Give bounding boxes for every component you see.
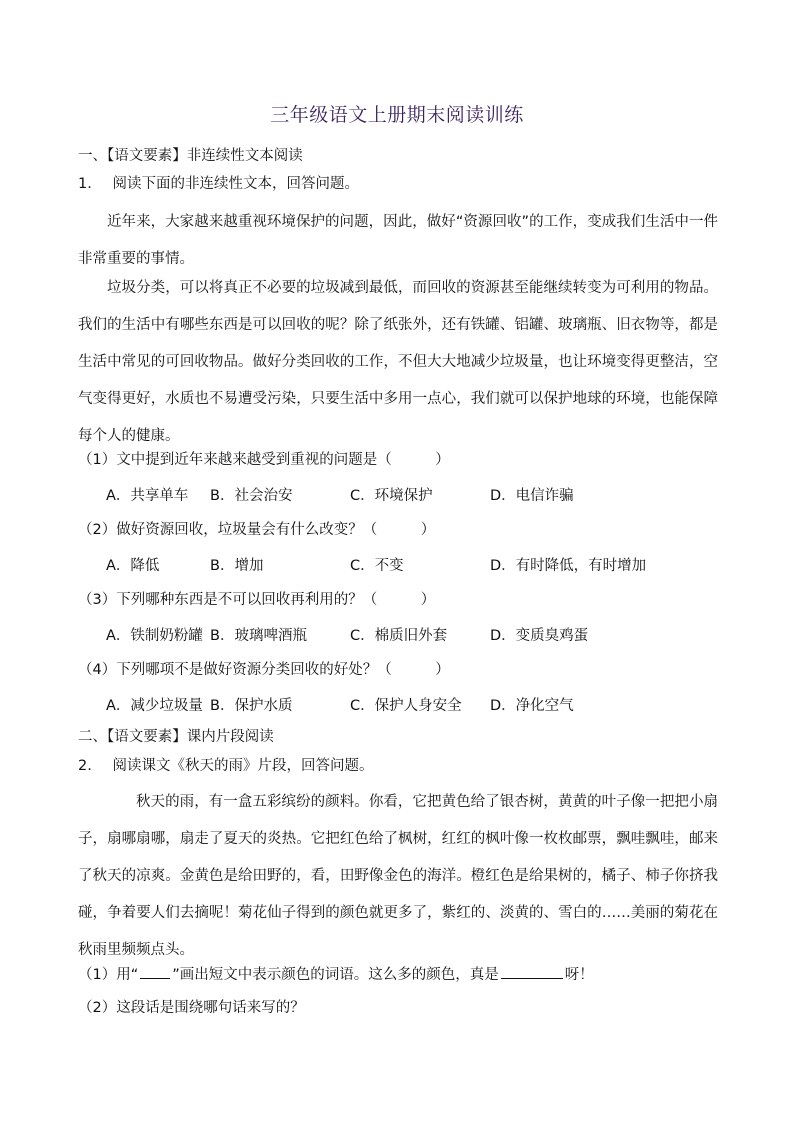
sub-question-1: （1）文中提到近年来越来越受到重视的问题是（ ） [78, 452, 450, 468]
option-b: B．保护水质 [210, 698, 293, 714]
option-c: C．保护人身安全 [350, 698, 462, 714]
option-a: A．减少垃圾量 [106, 698, 203, 714]
option-c: C．棉质旧外套 [350, 628, 448, 644]
question-text: 阅读课文《秋天的雨》片段，回答问题。 [112, 758, 374, 774]
question2-prompt [78, 756, 373, 776]
option-a: A．降低 [106, 558, 160, 574]
option-d: D．有时降低，有时增加 [490, 558, 647, 574]
option-a: A．共享单车 [106, 488, 189, 504]
option-c: C．不变 [350, 558, 404, 574]
question-number: 1. [78, 176, 92, 192]
underline-sample [140, 964, 170, 979]
passage-paragraph-1: 近年来，大家越来越重视环境保护的问题，因此，做好“资源回收”的工作，变成我们生活中一件非常重要的事情。 [78, 214, 718, 267]
passage-paragraph: 秋天的雨，有一盒五彩缤纷的颜料。你看，它把黄色给了银杏树，黄黄的叶子像一把把小扇子，扇哪扇哪，扇走了夏天的炎热。它把红色给了枫树，红红的枫叶像一枚枚邮票，飘哇飘哇，邮来了秋天的凉爽。金黄色是给田野的，看，田野像金色的海洋。橙红色是给果树的，橘子、柿子你挤我碰，争着要人们去摘呢！菊花仙子得到的颜色就更多了，紫红的、淡黄的、雪白的……美丽的菊花在秋雨里频频点头。 [78, 794, 718, 958]
option-d: D．变质臭鸡蛋 [490, 628, 589, 644]
answer-blank [501, 964, 563, 979]
section2-heading: 二、【语文要素】课内片段阅读 [78, 729, 274, 745]
page-title: 三年级语文上册期末阅读训练 [270, 104, 524, 126]
passage-paragraph-2: 垃圾分类，可以将真正不必要的垃圾减到最低，而回收的资源甚至能继续转变为可利用的物品。我们的生活中有哪些东西是可以回收的呢？除了纸张外，还有铁罐、铝罐、玻璃瓶、旧衣物等，都是生活中常见的可回收物品。做好分类回收的工作，不但大大地减少垃圾量，也让环境变得更整洁，空气变得更好，水质也不易遭受污染，只要生活中多用一点心，我们就可以保护地球的环境，也能保障每个人的健康。 [78, 280, 718, 444]
section1-heading: 一、【语文要素】非连续性文本阅读 [78, 148, 303, 164]
question1-prompt [78, 174, 359, 194]
sub-question-2: （2）做好资源回收，垃圾量会有什么改变？（ ） [78, 522, 436, 538]
option-d: D．电信诈骗 [490, 488, 574, 504]
option-b: B．增加 [210, 558, 264, 574]
option-a: A．铁制奶粉罐 [106, 628, 203, 644]
sub-question-4: （4）下列哪项不是做好资源分类回收的好处？（ ） [78, 662, 450, 678]
sub-question-2-2: （2）这段话是围绕哪句话来写的？ [78, 1000, 305, 1016]
sub-question-3: （3）下列哪种东西是不可以回收再利用的？（ ） [78, 592, 436, 608]
sub-question-2-1: （1）用“ ”画出短文中表示颜色的词语。这么多的颜色，真是 呀！ [78, 964, 594, 985]
option-d: D．净化空气 [490, 698, 574, 714]
option-b: B．社会治安 [210, 488, 293, 504]
option-b: B．玻璃啤酒瓶 [210, 628, 307, 644]
question-number: 2. [78, 758, 92, 774]
question-text: 阅读下面的非连续性文本，回答问题。 [112, 176, 359, 192]
option-c: C．环境保护 [350, 488, 433, 504]
